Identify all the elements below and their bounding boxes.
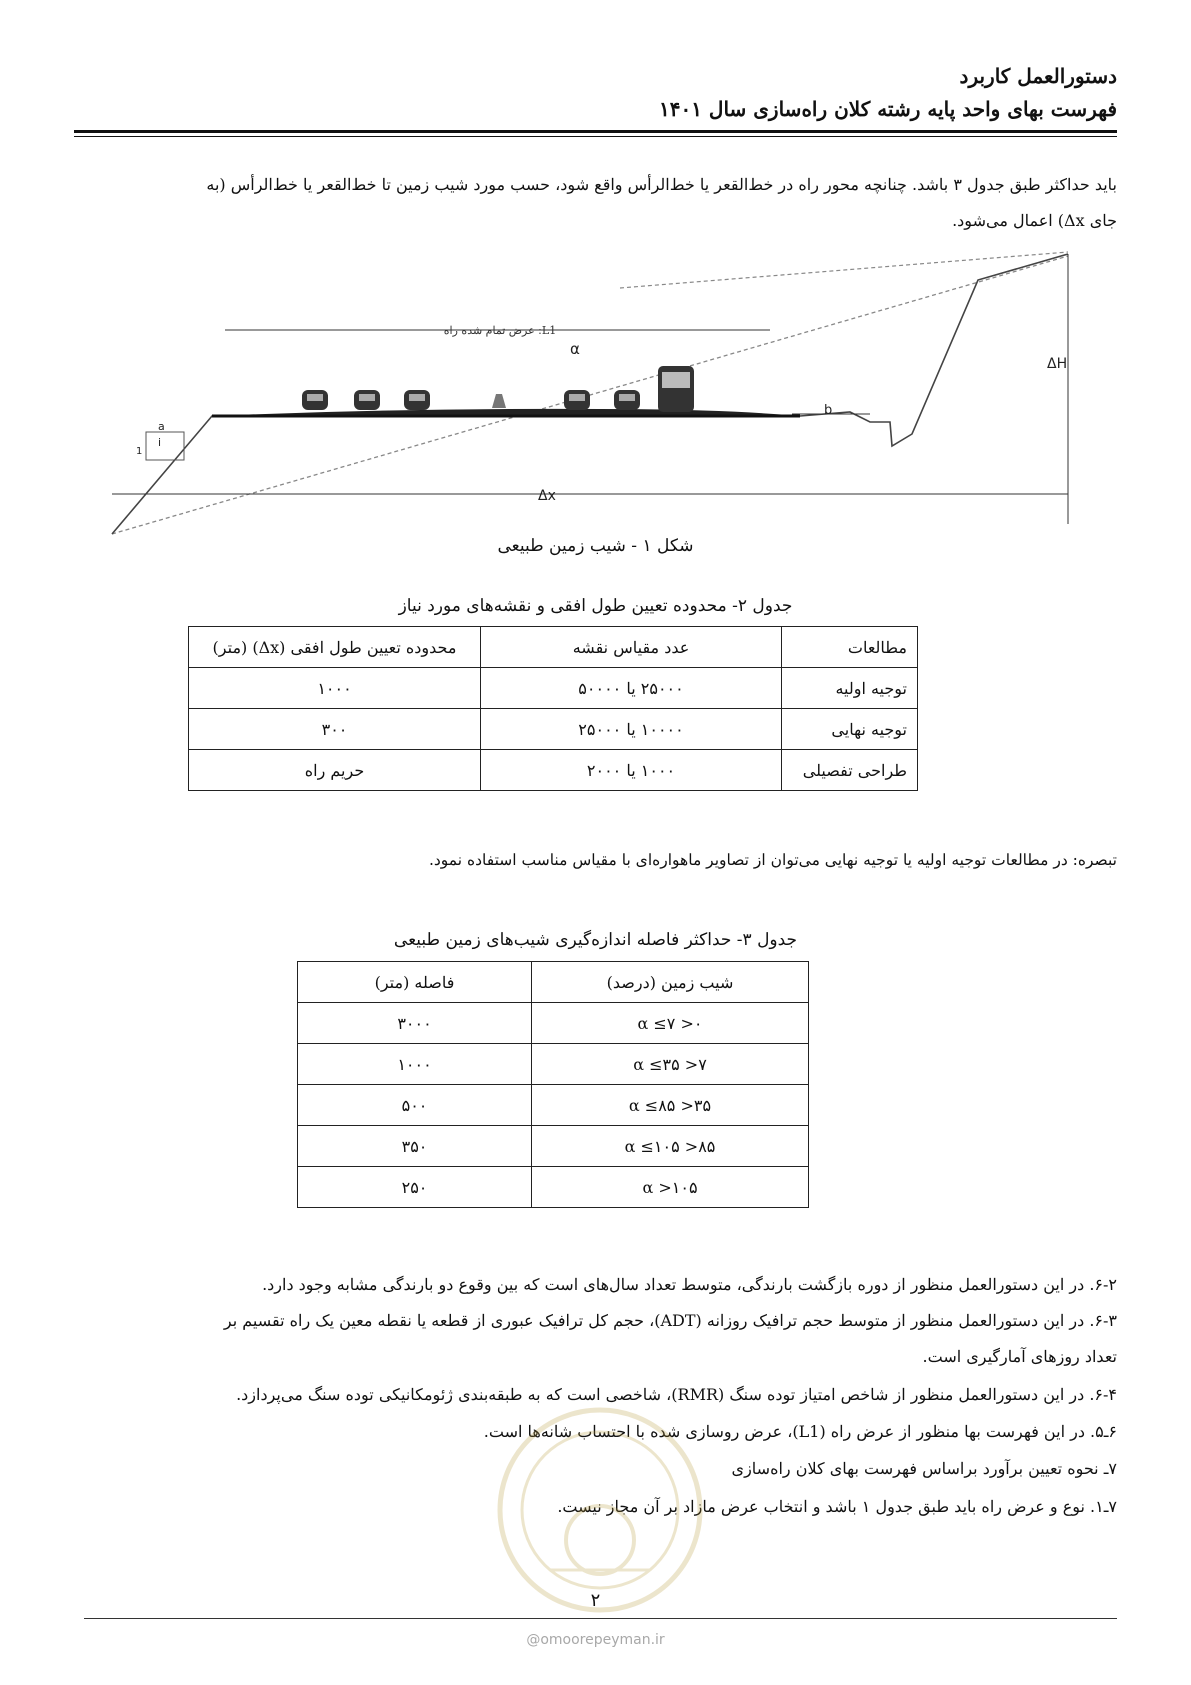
page-number: ۲	[590, 1590, 601, 1611]
section-7-heading: ۷ـ نحوه تعیین برآورد براساس فهرست بهای کلان راه‌سازی	[731, 1459, 1117, 1478]
table-row	[298, 1167, 809, 1208]
table-cell: ۱۰۰۰	[298, 1044, 532, 1085]
road-width-label: L1: عرض تمام شده راه	[443, 324, 557, 337]
table-row	[189, 750, 918, 791]
item-6-3-line2: تعداد روزهای آمارگیری است.	[922, 1347, 1117, 1366]
doc-title: دستورالعمل کاربرد	[959, 64, 1117, 88]
seal-watermark	[490, 1400, 710, 1620]
table-row	[298, 1126, 809, 1167]
car-4	[564, 390, 590, 410]
table-cell: ۳۰۰۰	[298, 1003, 532, 1044]
table-cell: ۷< α ≤۳۵	[532, 1044, 809, 1085]
table-header-cell: فاصله (متر)	[298, 962, 532, 1003]
delta-h-label: ΔH	[1047, 356, 1068, 372]
bus	[658, 366, 694, 412]
item-6-5: ۶ـ۵. در این فهرست بها منظور از عرض راه (L1)، عرض روسازی شده با احتساب شانه‌ها است.	[483, 1422, 1117, 1441]
table-cell: ۸۵< α ≤۱۰۵	[532, 1126, 809, 1167]
table-cell: طراحی تفصیلی	[782, 750, 918, 791]
table-cell: حریم راه	[189, 750, 481, 791]
b-label: b	[824, 403, 833, 418]
table-header-cell: عدد مقیاس نقشه	[481, 627, 782, 668]
table-header-row	[298, 962, 809, 1003]
table3-caption: جدول ۳- حداکثر فاصله اندازه‌گیری شیب‌های زمین طبیعی	[393, 930, 798, 950]
alpha-diagonal	[112, 256, 1068, 534]
table-header-cell: شیب زمین (درصد)	[532, 962, 809, 1003]
slope-i: i	[158, 436, 162, 449]
table-cell: ۲۵۰	[298, 1167, 532, 1208]
table3	[297, 961, 809, 1208]
table2-note: تبصره: در مطالعات توجیه اولیه یا توجیه نهایی می‌توان از تصاویر ماهواره‌ای با مقیاس مناسب استفاده نمود.	[428, 851, 1117, 869]
car-1	[302, 390, 328, 410]
table-header-row	[189, 627, 918, 668]
site-watermark-text: @omoorepeyman.ir	[526, 1632, 665, 1648]
table-cell: توجیه نهایی	[782, 709, 918, 750]
table-row	[189, 668, 918, 709]
item-7-1: ۷ـ۱. نوع و عرض راه باید طبق جدول ۱ باشد و انتخاب عرض مازاد بر آن مجاز نیست.	[557, 1497, 1117, 1516]
table2-caption: جدول ۲- محدوده تعیین طول افقی و نقشه‌های مورد نیاز	[398, 596, 793, 616]
header-rule-thin	[74, 136, 1117, 137]
car-3	[404, 390, 430, 410]
table-cell: ۱۰۰۰	[189, 668, 481, 709]
table-cell: ۳۵< α ≤۸۵	[532, 1085, 809, 1126]
table-header-cell: مطالعات	[782, 627, 918, 668]
slope-a: a	[158, 420, 165, 433]
table-row	[298, 1044, 809, 1085]
footer-rule	[84, 1618, 1117, 1619]
table-cell: ۵۰۰	[298, 1085, 532, 1126]
item-6-3-line1: ۶-۳. در این دستورالعمل منظور از متوسط حجم ترافیک روزانه (ADT)، حجم کل ترافیک عبوری از قطعه یا نقطه معین یک راه تقسیم بر	[223, 1311, 1117, 1330]
table-cell: ۱۰۰۰۰ یا ۲۵۰۰۰	[481, 709, 782, 750]
table-cell: ۲۵۰۰۰ یا ۵۰۰۰۰	[481, 668, 782, 709]
table-row	[298, 1085, 809, 1126]
table-cell: ۳۰۰	[189, 709, 481, 750]
table-header-cell: محدوده تعیین طول افقی (Δx) (متر)	[189, 627, 481, 668]
table-row	[189, 709, 918, 750]
item-6-2: ۶-۲. در این دستورالعمل منظور از دوره بازگشت بارندگی، متوسط تعداد سال‌های است که بین وقوع دو بارندگی مشابه وجود دارد.	[262, 1275, 1117, 1294]
slope-one: 1	[136, 446, 143, 457]
table-row	[298, 1003, 809, 1044]
intro-line-2: جای Δx) اعمال می‌شود.	[952, 211, 1117, 230]
table-cell: توجیه اولیه	[782, 668, 918, 709]
doc-subtitle: فهرست بهای واحد پایه رشته کلان راه‌سازی سال ۱۴۰۱	[659, 97, 1117, 121]
car-5	[614, 390, 640, 410]
table-cell: α >۱۰۵	[532, 1167, 809, 1208]
intro-line-1: باید حداکثر طبق جدول ۳ باشد. چنانچه محور راه در خط‌القعر یا خط‌الرأس واقع شود، حسب مورد شیب زمین تا خط‌القعر یا خط‌الرأس (به	[206, 175, 1117, 194]
median-barrier	[492, 394, 506, 408]
table-cell: ۰< α ≤۷	[532, 1003, 809, 1044]
delta-x-label: Δx	[538, 488, 556, 504]
figure-caption: شکل ۱ - شیب زمین طبیعی	[497, 536, 694, 556]
item-6-4: ۶-۴. در این دستورالعمل منظور از شاخص امتیاز توده سنگ (RMR)، شاخصی است که به طبقه‌بندی ژئومکانیکی توده سنگ می‌پردازد.	[236, 1385, 1117, 1404]
table-cell: ۳۵۰	[298, 1126, 532, 1167]
top-dashed-line	[620, 252, 1068, 288]
table-cell: ۱۰۰۰ یا ۲۰۰۰	[481, 750, 782, 791]
header-rule-thick	[74, 130, 1117, 133]
table2	[188, 626, 918, 791]
slope-figure	[100, 244, 1080, 544]
alpha-label: α	[570, 340, 580, 358]
car-2	[354, 390, 380, 410]
